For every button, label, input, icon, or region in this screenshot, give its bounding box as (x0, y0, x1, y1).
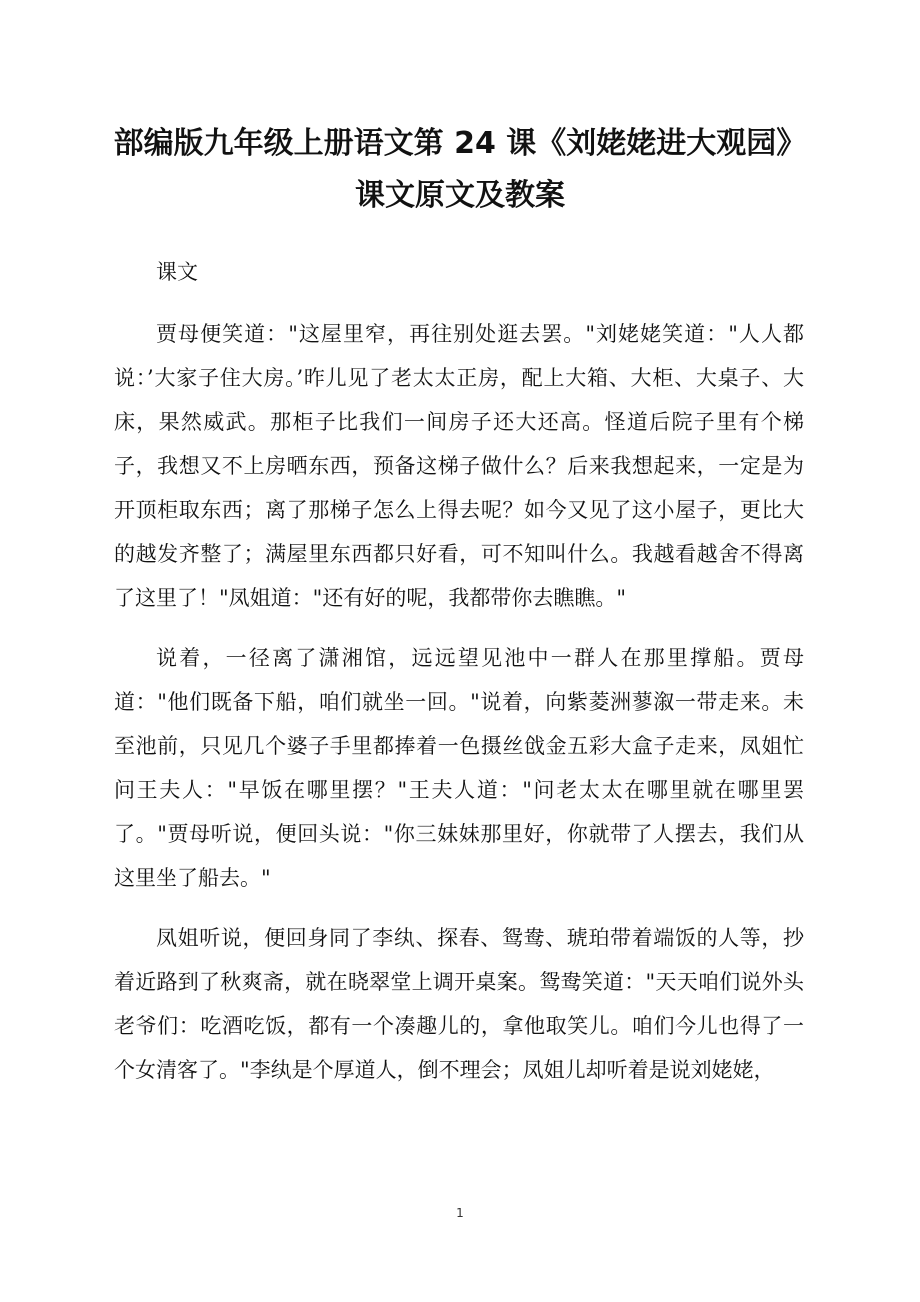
paragraph-2: 说着，一径离了潇湘馆，远远望见池中一群人在那里撑船。贾母道："他们既备下船，咱们就坐一回。"说着，向紫菱洲蓼溆一带走来。未至池前，只见几个婆子手里都捧着一色摄丝戗金五彩大盒子走来，凤姐忙问王夫人："早饭在哪里摆？"王夫人道："问老太太在哪里就在哪里罢了。"贾母听说，便回头说："你三妹妹那里好，你就带了人摆去，我们从这里坐了船去。" (114, 646, 804, 890)
document-title: 部编版九年级上册语文第 24 课《刘姥姥进大观园》课文原文及教案 (113, 126, 807, 213)
page-number: 1 (456, 1206, 464, 1220)
section-label: 课文 (156, 260, 198, 284)
paragraph-3: 凤姐听说，便回身同了李纨、探春、鸳鸯、琥珀带着端饭的人等，抄着近路到了秋爽斋，就在晓翠堂上调开桌案。鸳鸯笑道："天天咱们说外头老爷们：吃酒吃饭，都有一个凑趣儿的，拿他取笑儿。咱们今儿也得了一个女清客了。"李纨是个厚道人，倒不理会；凤姐儿却听着是说刘姥姥， (114, 926, 804, 1082)
document-body (114, 250, 804, 1108)
paragraph-1: 贾母便笑道："这屋里窄，再往别处逛去罢。"刘姥姥笑道："人人都说：’大家子住大房。’昨儿见了老太太正房，配上大箱、大柜、大桌子、大床，果然威武。那柜子比我们一间房子还大还高。怪道后院子里有个梯子，我想又不上房晒东西，预备这梯子做什么？后来我想起来，一定是为开顶柜取东西；离了那梯子怎么上得去呢？如今又见了这小屋子，更比大的越发齐整了；满屋里东西都只好看，可不知叫什么。我越看越舍不得离了这里了！"凤姐道："还有好的呢，我都带你去瞧瞧。" (114, 322, 804, 610)
